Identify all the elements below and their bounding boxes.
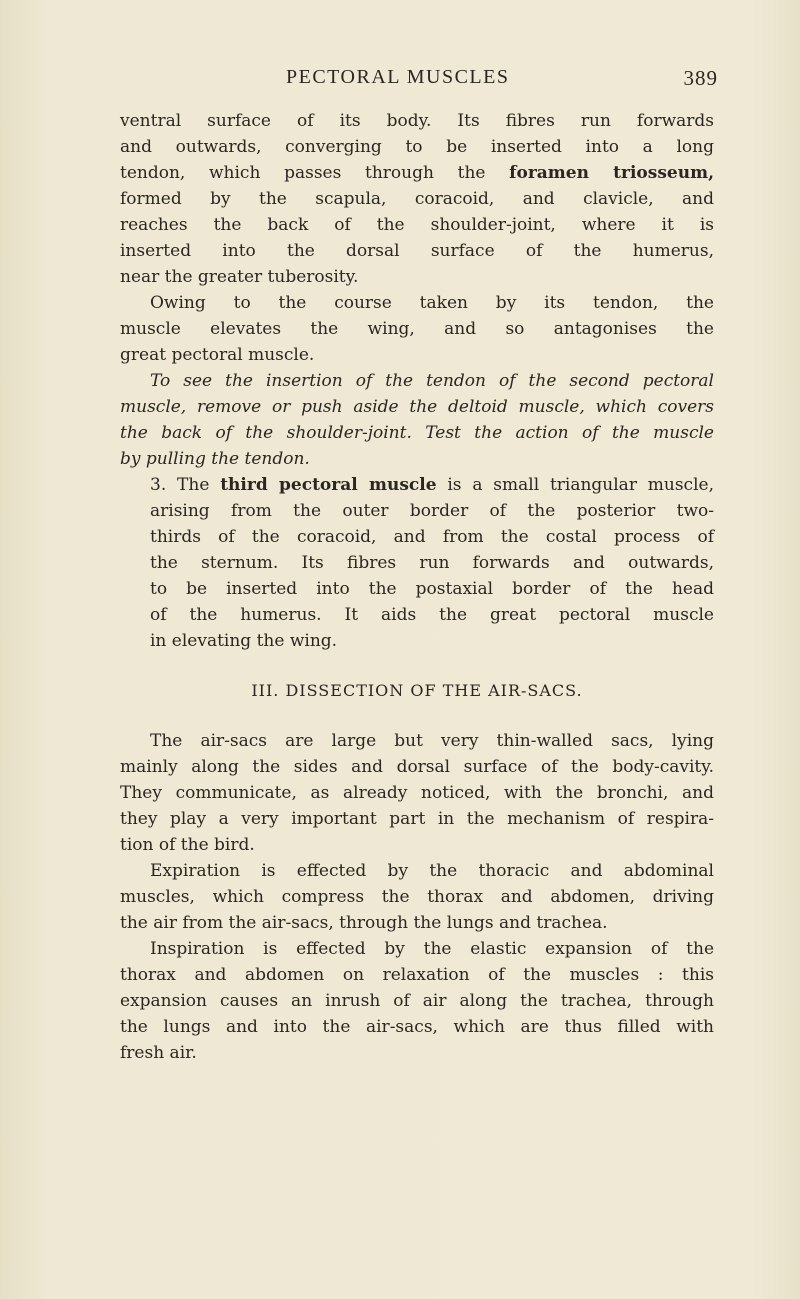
text-run: tendon, which passes through the xyxy=(120,163,510,183)
section-heading: III. DISSECTION OF THE AIR-SACS. xyxy=(251,681,583,700)
text-line: of the humerus. It aids the great pectoral muscle xyxy=(150,605,714,625)
text-line: the sternum. Its fibres run forwards and outwards, xyxy=(150,553,714,573)
text-line: muscles, which compress the thorax and abdomen, driving xyxy=(120,887,714,907)
text-line: reaches the back of the shoulder-joint, where it is xyxy=(120,215,714,235)
paragraph-action xyxy=(120,290,714,368)
text-line: Owing to the course taken by its tendon, the xyxy=(150,293,714,313)
spacer xyxy=(120,704,714,728)
text-line: the lungs and into the air-sacs, which are thus filled with xyxy=(120,1017,714,1037)
text-run: is a small triangular muscle, xyxy=(436,475,714,495)
text-line: muscle elevates the wing, and so antagonises the xyxy=(120,319,714,339)
text-line: by pulling the tendon. xyxy=(120,449,310,469)
paragraph-inspiration xyxy=(120,936,714,1066)
text-line: they play a very important part in the mechanism of respira- xyxy=(120,809,714,829)
spacer xyxy=(120,654,714,678)
paragraph-air-sacs xyxy=(120,728,714,858)
text-line xyxy=(120,472,714,498)
page-number: 389 xyxy=(683,66,718,90)
text-line: inserted into the dorsal surface of the humerus, xyxy=(120,241,714,261)
text-line: muscle, remove or push aside the deltoid muscle, which covers xyxy=(120,397,714,417)
term-third-pectoral-muscle: third pectoral muscle xyxy=(220,475,437,495)
text-line: mainly along the sides and dorsal surface of the body-cavity. xyxy=(120,757,714,777)
text-line: thorax and abdomen on relaxation of the muscles : this xyxy=(120,965,714,985)
text-line: arising from the outer border of the posterior two- xyxy=(150,501,714,521)
text-line: fresh air. xyxy=(120,1043,197,1063)
text-line: formed by the scapula, coracoid, and clavicle, and xyxy=(120,189,714,209)
paragraph-instruction xyxy=(120,368,714,472)
text-line: To see the insertion of the tendon of the second pectoral xyxy=(150,371,714,391)
text-line: to be inserted into the postaxial border of the head xyxy=(150,579,714,599)
text-line: tion of the bird. xyxy=(120,835,255,855)
text-line: Expiration is effected by the thoracic and abdominal xyxy=(150,861,714,881)
page-header xyxy=(118,66,718,96)
text-line: the back of the shoulder-joint. Test the action of the muscle xyxy=(120,423,714,443)
text-line: great pectoral muscle. xyxy=(120,345,315,365)
text-line: the air from the air-sacs, through the lungs and trachea. xyxy=(120,913,608,933)
text-line: ventral surface of its body. Its fibres run forwards xyxy=(120,111,714,131)
text-run: 3. The xyxy=(150,475,221,495)
paragraph-insertion xyxy=(120,108,714,290)
text-line: expansion causes an inrush of air along the trachea, through xyxy=(120,991,714,1011)
body-text xyxy=(120,108,714,1066)
text-line: near the greater tuberosity. xyxy=(120,267,359,287)
paragraph-third-pectoral xyxy=(120,472,714,654)
text-line: in elevating the wing. xyxy=(150,631,338,651)
text-line xyxy=(120,160,714,186)
text-line: The air-sacs are large but very thin-walled sacs, lying xyxy=(150,731,714,751)
paragraph-expiration xyxy=(120,858,714,936)
text-line: They communicate, as already noticed, with the bronchi, and xyxy=(120,783,714,803)
text-line: and outwards, converging to be inserted into a long xyxy=(120,137,714,157)
term-foramen-triosseum: foramen triosseum, xyxy=(509,163,714,183)
running-title: PECTORAL MUSCLES xyxy=(286,66,510,88)
text-line: thirds of the coracoid, and from the costal process of xyxy=(150,527,714,547)
text-line: Inspiration is effected by the elastic expansion of the xyxy=(150,939,714,959)
